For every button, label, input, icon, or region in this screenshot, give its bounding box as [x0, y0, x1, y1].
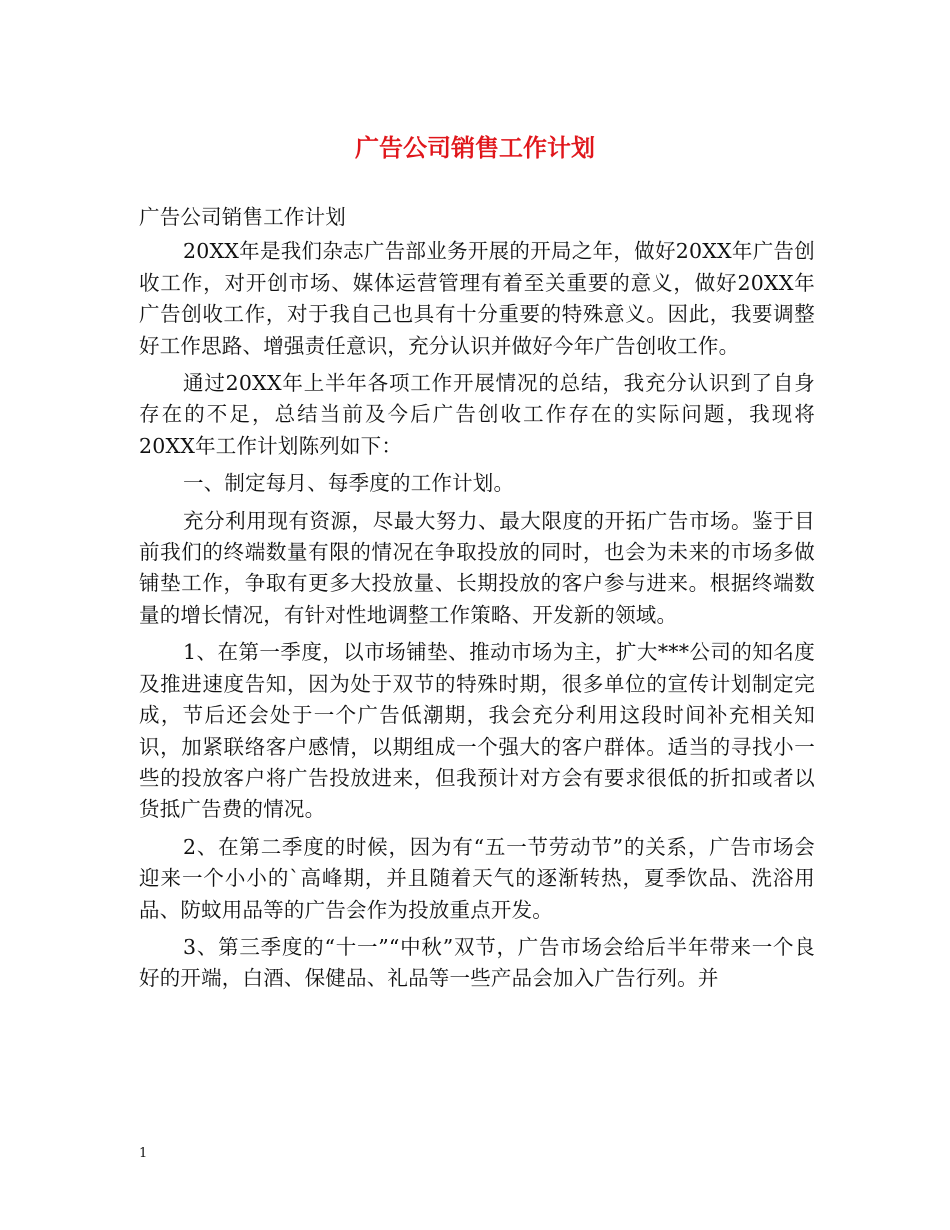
section-heading: 一、制定每月、每季度的工作计划。 — [183, 471, 515, 496]
paragraph: 通过20XX年上半年各项工作开展情况的总结，我充分认识到了自身存在的不足，总结当前及今后广告创收工作存在的实际问题，我现将20XX年工作计划陈列如下： — [139, 371, 815, 458]
paragraph: 3、第三季度的“十一”“中秋”双节，广告市场会给后半年带来一个良好的开端，白酒、保健品、礼品等一些产品会加入广告行列。并 — [139, 934, 815, 991]
paragraph: 2、在第二季度的时候，因为有“五一节劳动节”的关系，广告市场会迎来一个小小的`高峰期，并且随着天气的逐渐转热，夏季饮品、洗浴用品、防蚊用品等的广告会作为投放重点开发。 — [139, 834, 815, 922]
paragraph: 充分利用现有资源，尽最大努力、最大限度的开拓广告市场。鉴于目前我们的终端数量有限的情况在争取投放的同时，也会为未来的市场多做铺垫工作，争取有更多大投放量、长期投放的客户参与进来。根据终端数量的增长情况，有针对性地调整工作策略、开发新的领域。 — [139, 508, 815, 627]
paragraph: 1、在第一季度，以市场铺垫、推动市场为主，扩大***公司的知名度及推进速度告知，因为处于双节的特殊时期，很多单位的宣传计划制定完成，节后还会处于一个广告低潮期，我会充分利用这段时间补充相关知识，加紧联络客户感情，以期组成一个强大的客户群体。适当的寻找小一些的投放客户将广告投放进来，但我预计对方会有要求很低的折扣或者以货抵广告费的情况。 — [139, 640, 815, 822]
document-body — [139, 202, 815, 1001]
document-title: 广告公司销售工作计划 — [355, 134, 595, 162]
paragraph: 20XX年是我们杂志广告部业务开展的开局之年，做好20XX年广告创收工作，对开创市场、媒体运营管理有着至关重要的意义，做好20XX年广告创收工作，对于我自己也具有十分重要的特殊意义。因此，我要调整好工作思路、增强责任意识，充分认识并做好今年广告创收工作。 — [139, 239, 815, 358]
paragraph-heading: 广告公司销售工作计划 — [139, 205, 346, 229]
page-number: 1 — [139, 1146, 148, 1161]
